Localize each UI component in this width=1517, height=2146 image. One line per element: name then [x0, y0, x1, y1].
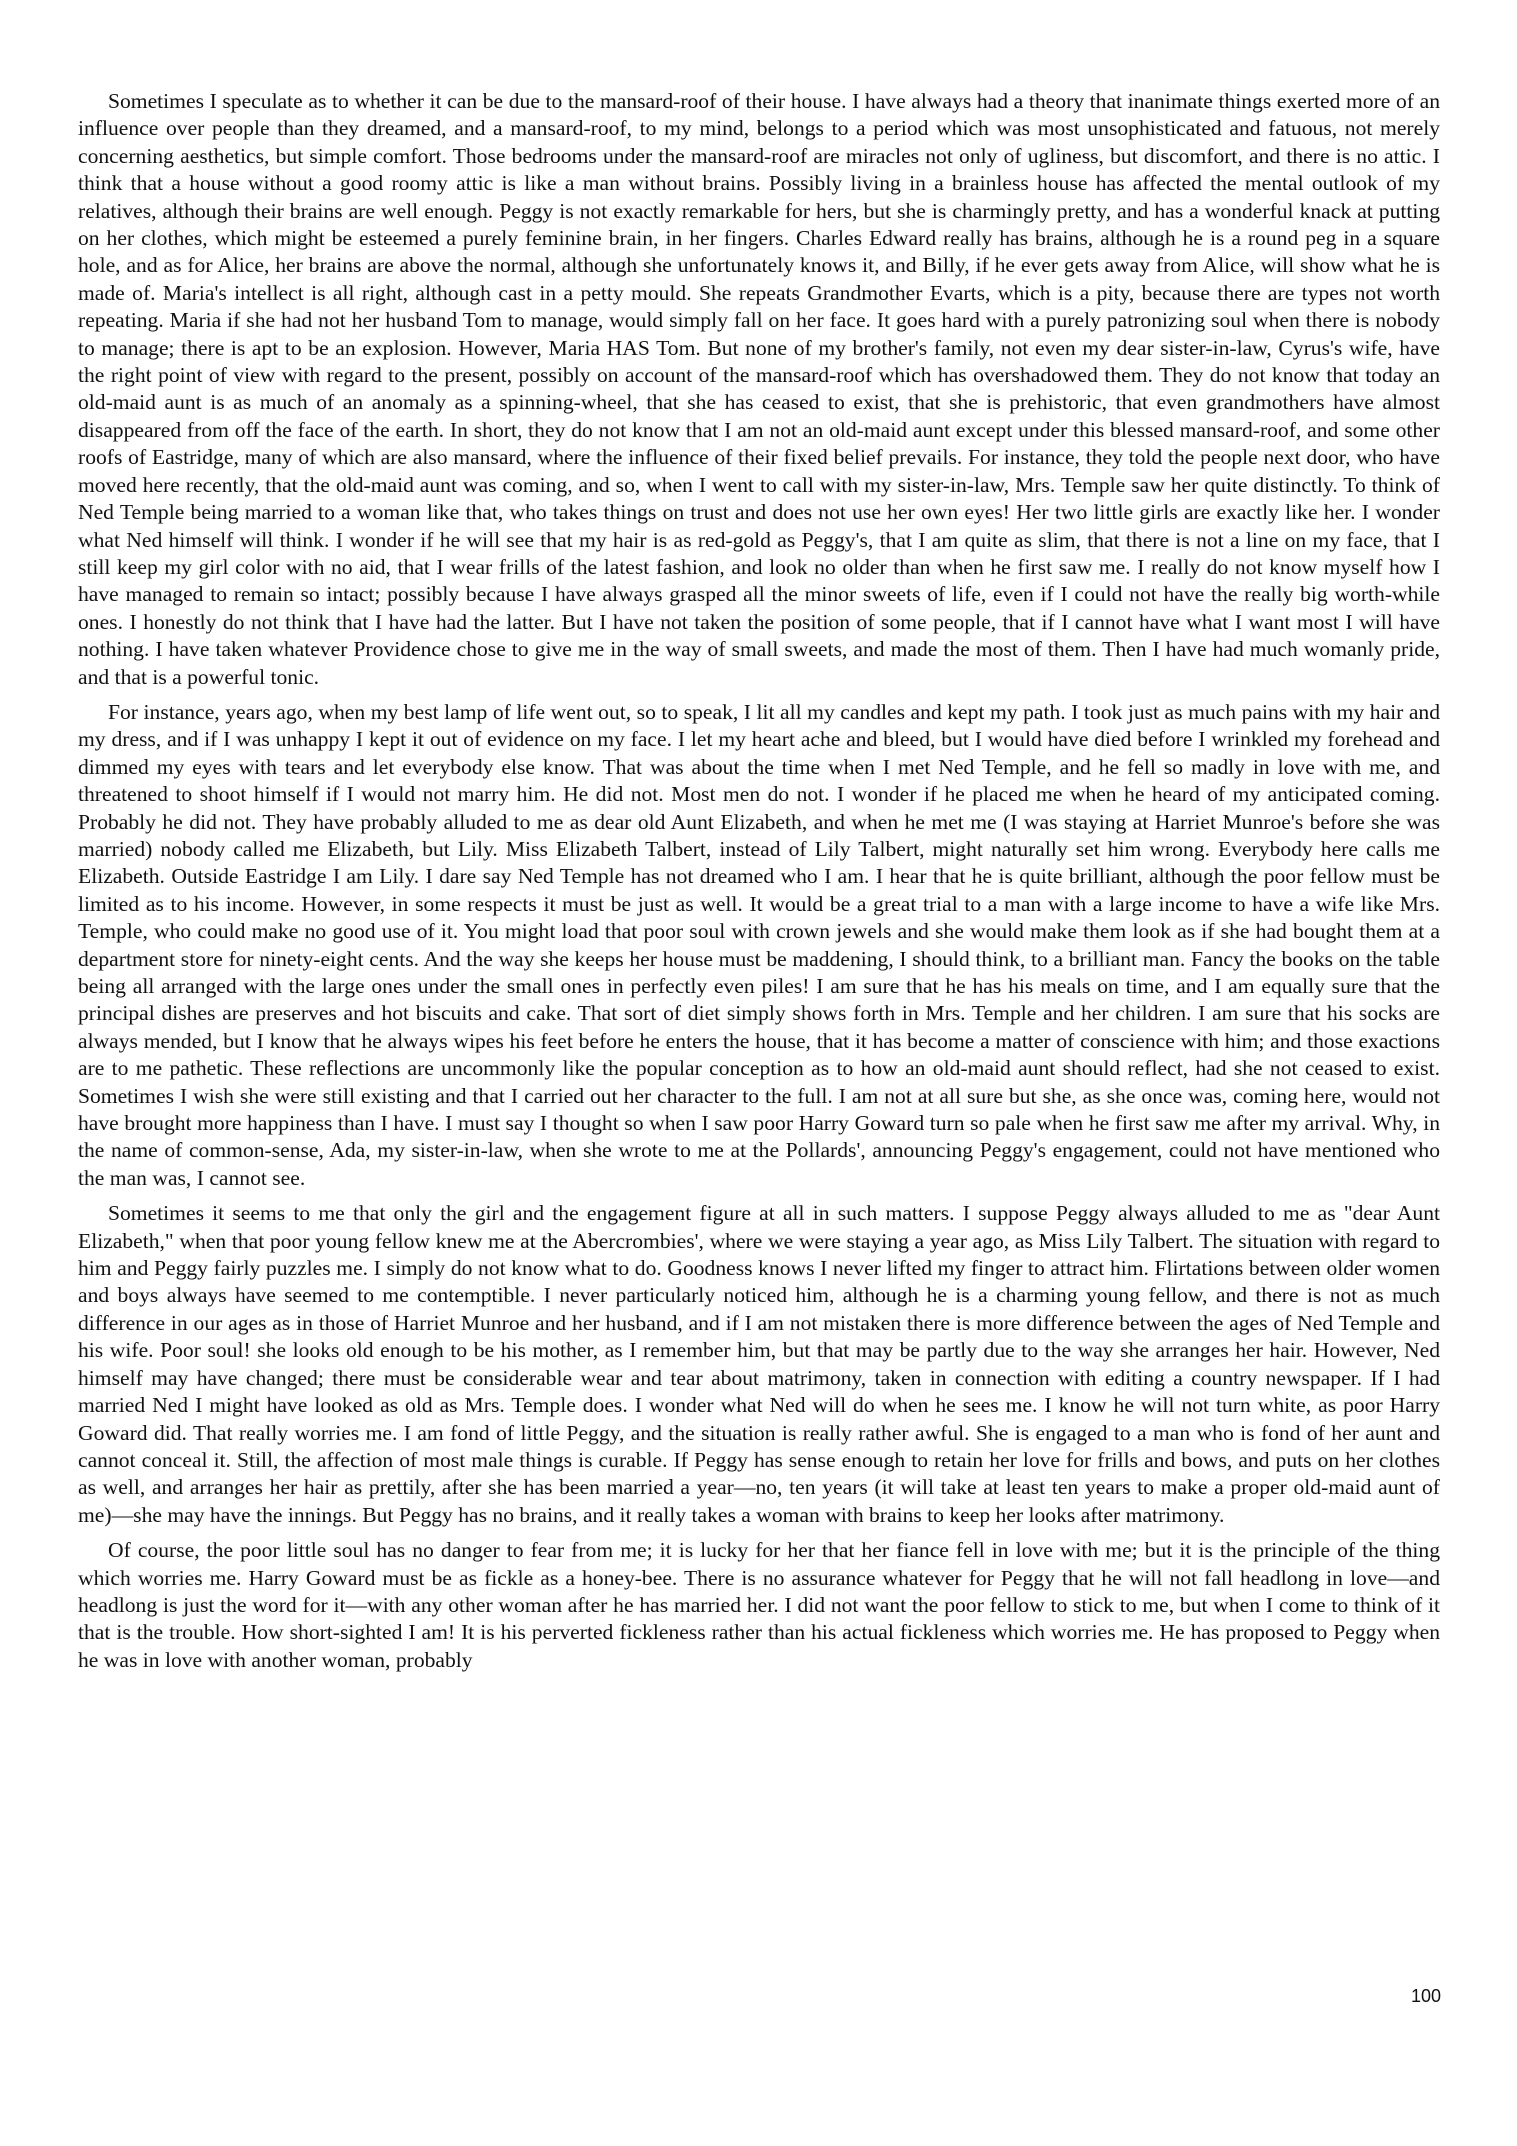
- page-number: 100: [1410, 1986, 1441, 2006]
- paragraph-2: For instance, years ago, when my best lamp of life went out, so to speak, I lit all my candles and kept my path. I took just as much pains with my hair and my dress, and if I was unhappy I kept it out of evidence on my face. I let my heart ache and bleed, but I would have died before I wrinkled my forehead and dimmed my eyes with tears and let everybody else know. That was about the time when I met Ned Temple, and he fell so madly in love with me, and threatened to shoot himself if I would not marry him. He did not. Most men do not. I wonder if he placed me when he heard of my anticipated coming. Probably he did not. They have probably alluded to me as dear old Aunt Elizabeth, and when he met me (I was staying at Harriet Munroe's before she was married) nobody called me Elizabeth, but Lily. Miss Elizabeth Talbert, instead of Lily Talbert, might naturally set him wrong. Everybody here calls me Elizabeth. Outside Eastridge I am Lily. I dare say Ned Temple has not dreamed who I am. I hear that he is quite brilliant, although the poor fellow must be limited as to his income. However, in some respects it must be just as well. It would be a great trial to a man with a large income to have a wife like Mrs. Temple, who could make no good use of it. You might load that poor soul with crown jewels and she would make them look as if she had bought them at a department store for ninety-eight cents. And the way she keeps her house must be maddening, I should think, to a brilliant man. Fancy the books on the table being all arranged with the large ones under the small ones in perfectly even piles! I am sure that he has his meals on time, and I am equally sure that the principal dishes are preserves and hot biscuits and cake. That sort of diet simply shows forth in Mrs. Temple and her children. I am sure that his socks are always mended, but I know that he always wipes his feet before he enters the house, that it has become a matter of conscience with him; and those exactions are to me pathetic. These reflections are uncommonly like the popular conception as to how an old-maid aunt should reflect, had she not ceased to exist. Sometimes I wish she were still existing and that I carried out her character to the full. I am not at all sure but she, as she once was, coming here, would not have brought more happiness than I have. I must say I thought so when I saw poor Harry Goward turn so pale when he first saw me after my arrival. Why, in the name of common-sense, Ada, my sister-in-law, when she wrote to me at the Pollards', announcing Peggy's engagement, could not have mentioned who the man was, I cannot see.: [78, 699, 1440, 1190]
- paragraph-4: Of course, the poor little soul has no danger to fear from me; it is lucky for her that her fiance fell in love with me; but it is the principle of the thing which worries me. Harry Goward must be as fickle as a honey-bee. There is no assurance whatever for Peggy that he will not fall headlong in love—and headlong is just the word for it—with any other woman after he has married her. I did not want the poor fellow to stick to me, but when I come to think of it that is the trouble. How short-sighted I am! It is his perverted fickleness rather than his actual fickleness which worries me. He has proposed to Peggy when he was in love with another woman, probably: [78, 1538, 1440, 1672]
- paragraph-1: Sometimes I speculate as to whether it can be due to the mansard-roof of their house. I have always had a theory that inanimate things exerted more of an influence over people than they dreamed, and a mansard-roof, to my mind, belongs to a period which was most unsophisticated and fatuous, not merely concerning aesthetics, but simple comfort. Those bedrooms under the mansard-roof are miracles not only of ugliness, but discomfort, and there is no attic. I think that a house without a good roomy attic is like a man without brains. Possibly living in a brainless house has affected the mental outlook of my relatives, although their brains are well enough. Peggy is not exactly remarkable for hers, but she is charmingly pretty, and has a wonderful knack at putting on her clothes, which might be esteemed a purely feminine brain, in her fingers. Charles Edward really has brains, although he is a round peg in a square hole, and as for Alice, her brains are above the normal, although she unfortunately knows it, and Billy, if he ever gets away from Alice, will show what he is made of. Maria's intellect is all right, although cast in a petty mould. She repeats Grandmother Evarts, which is a pity, because there are types not worth repeating. Maria if she had not her husband Tom to manage, would simply fall on her face. It goes hard with a purely patronizing soul when there is nobody to manage; there is apt to be an explosion. However, Maria HAS Tom. But none of my brother's family, not even my dear sister-in-law, Cyrus's wife, have the right point of view with regard to the present, possibly on account of the mansard-roof which has overshadowed them. They do not know that today an old-maid aunt is as much of an anomaly as a spinning-wheel, that she has ceased to exist, that she is prehistoric, that even grandmothers have almost disappeared from off the face of the earth. In short, they do not know that I am not an old-maid aunt except under this blessed mansard-roof, and some other roofs of Eastridge, many of which are also mansard, where the influence of their fixed belief prevails. For instance, they told the people next door, who have moved here recently, that the old-maid aunt was coming, and so, when I went to call with my sister-in-law, Mrs. Temple saw her quite distinctly. To think of Ned Temple being married to a woman like that, who takes things on trust and does not use her own eyes! Her two little girls are exactly like her. I wonder what Ned himself will think. I wonder if he will see that my hair is as red-gold as Peggy's, that I am quite as slim, that there is not a line on my face, that I still keep my girl color with no aid, that I wear frills of the latest fashion, and look no older than when he first saw me. I really do not know myself how I have managed to remain so intact; possibly because I have always grasped all the minor sweets of life, even if I could not have the really big worth-while ones. I honestly do not think that I have had the latter. But I have not taken the position of some people, that if I cannot have what I want most I will have nothing. I have taken whatever Providence chose to give me in the way of small sweets, and made the most of them. Then I have had much womanly pride, and that is a powerful tonic.: [78, 89, 1440, 689]
- body-text: [78, 88, 1440, 1682]
- paragraph-3: Sometimes it seems to me that only the girl and the engagement figure at all in such matters. I suppose Peggy always alluded to me as "dear Aunt Elizabeth," when that poor young fellow knew me at the Abercrombies', where we were staying a year ago, as Miss Lily Talbert. The situation with regard to him and Peggy fairly puzzles me. I simply do not know what to do. Goodness knows I never lifted my finger to attract him. Flirtations between older women and boys always have seemed to me contemptible. I never particularly noticed him, although he is a charming young fellow, and there is not as much difference in our ages as in those of Harriet Munroe and her husband, and if I am not mistaken there is more difference between the ages of Ned Temple and his wife. Poor soul! she looks old enough to be his mother, as I remember him, but that may be partly due to the way she arranges her hair. However, Ned himself may have changed; there must be considerable wear and tear about matrimony, taken in connection with editing a country newspaper. If I had married Ned I might have looked as old as Mrs. Temple does. I wonder what Ned will do when he sees me. I know he will not turn white, as poor Harry Goward did. That really worries me. I am fond of little Peggy, and the situation is really rather awful. She is engaged to a man who is fond of her aunt and cannot conceal it. Still, the affection of most male things is curable. If Peggy has sense enough to retain her love for frills and bows, and puts on her clothes as well, and arranges her hair as prettily, after she has been married a year—no, ten years (it will take at least ten years to make a proper old-maid aunt of me)—she may have the innings. But Peggy has no brains, and it really takes a woman with brains to keep her looks after matrimony.: [78, 1201, 1440, 1527]
